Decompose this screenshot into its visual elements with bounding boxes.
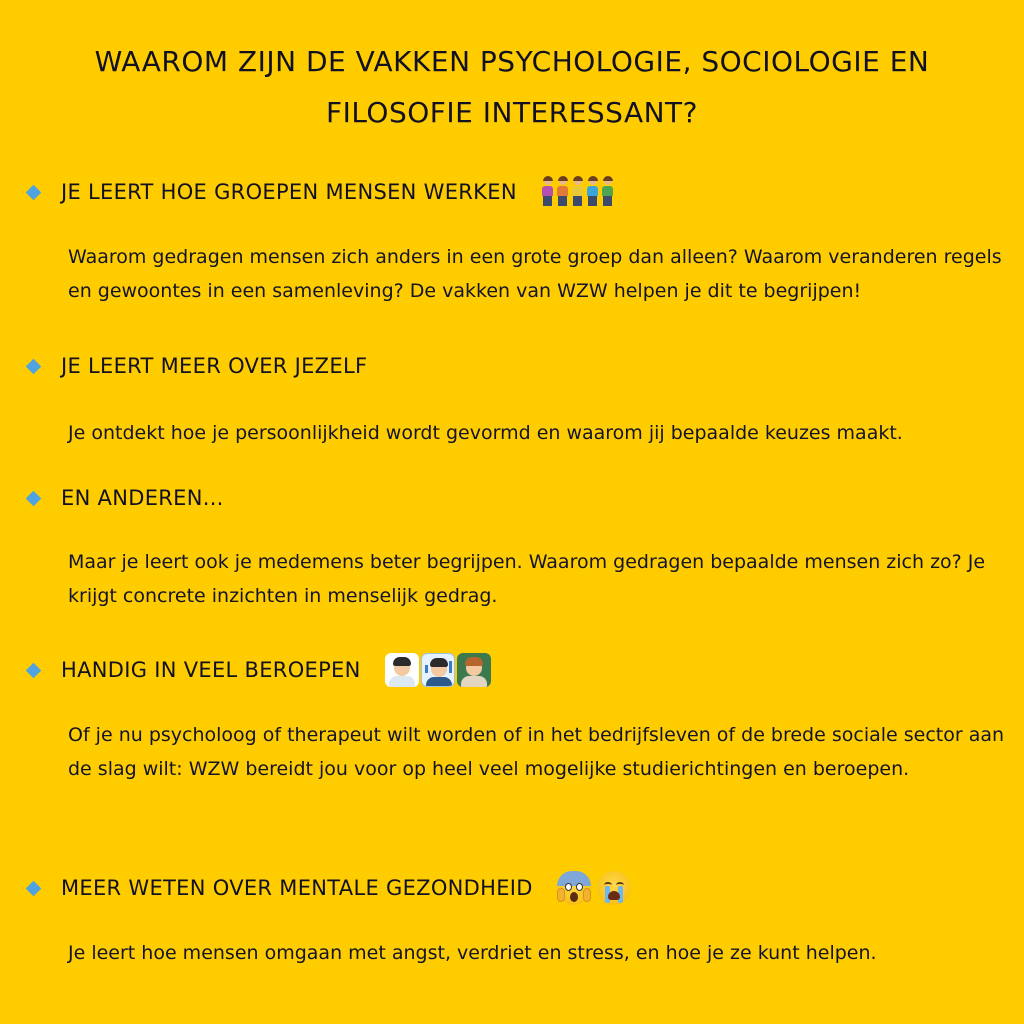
emotion-icons [557,871,631,905]
item-heading-text: EN ANDEREN... [61,486,224,510]
diamond-bullet-icon [26,184,42,200]
crying-face-icon [597,871,631,905]
item-body-text: Maar je leert ook je medemens beter begrijpen. Waarom gedragen bepaalde mensen zich zo? Je krijgt concrete inzichten in menselijk gedrag. [68,551,986,607]
item-body-text: Of je nu psycholoog of therapeut wilt worden of in het bedrijfsleven of de brede sociale sector aan de slag wilt: WZW bereidt jou voor op heel veel mogelijke studierichtingen en beroepen. [68,724,1005,780]
item-heading-text: JE LEERT MEER OVER JEZELF [61,354,368,378]
office-worker-icon [421,653,455,687]
item-heading-text: HANDIG IN VEEL BEROEPEN [61,658,361,682]
item-heading-self [24,346,367,386]
diamond-bullet-icon [26,358,42,374]
item-body-text: Je ontdekt hoe je persoonlijkheid wordt gevormd en waarom jij bepaalde keuzes maakt. [68,422,903,444]
teacher-icon [457,653,491,687]
item-body-text: Je leert hoe mensen omgaan met angst, verdriet en stress, en hoe je ze kunt helpen. [68,942,877,964]
screaming-face-icon [557,871,591,905]
item-heading-others [24,478,224,518]
profession-icons [385,653,491,687]
item-heading-text: JE LEERT HOE GROEPEN MENSEN WERKEN [61,180,517,204]
item-heading-mental-health [24,868,631,908]
page-title: WAAROM ZIJN DE VAKKEN PSYCHOLOGIE, SOCIOLOGIE EN FILOSOFIE INTERESSANT? [94,45,930,129]
item-heading-text: MEER WETEN OVER MENTALE GEZONDHEID [61,876,533,900]
diamond-bullet-icon [26,662,42,678]
people-holding-hands-icon [541,177,614,207]
item-heading-groups [24,172,614,212]
item-heading-professions [24,650,491,690]
diamond-bullet-icon [26,490,42,506]
health-worker-icon [385,653,419,687]
item-body-text: Waarom gedragen mensen zich anders in een grote groep dan alleen? Waarom veranderen regels en gewoontes in een samenleving? De vakken van WZW helpen je dit te begrijpen! [68,246,1002,302]
diamond-bullet-icon [26,880,42,896]
